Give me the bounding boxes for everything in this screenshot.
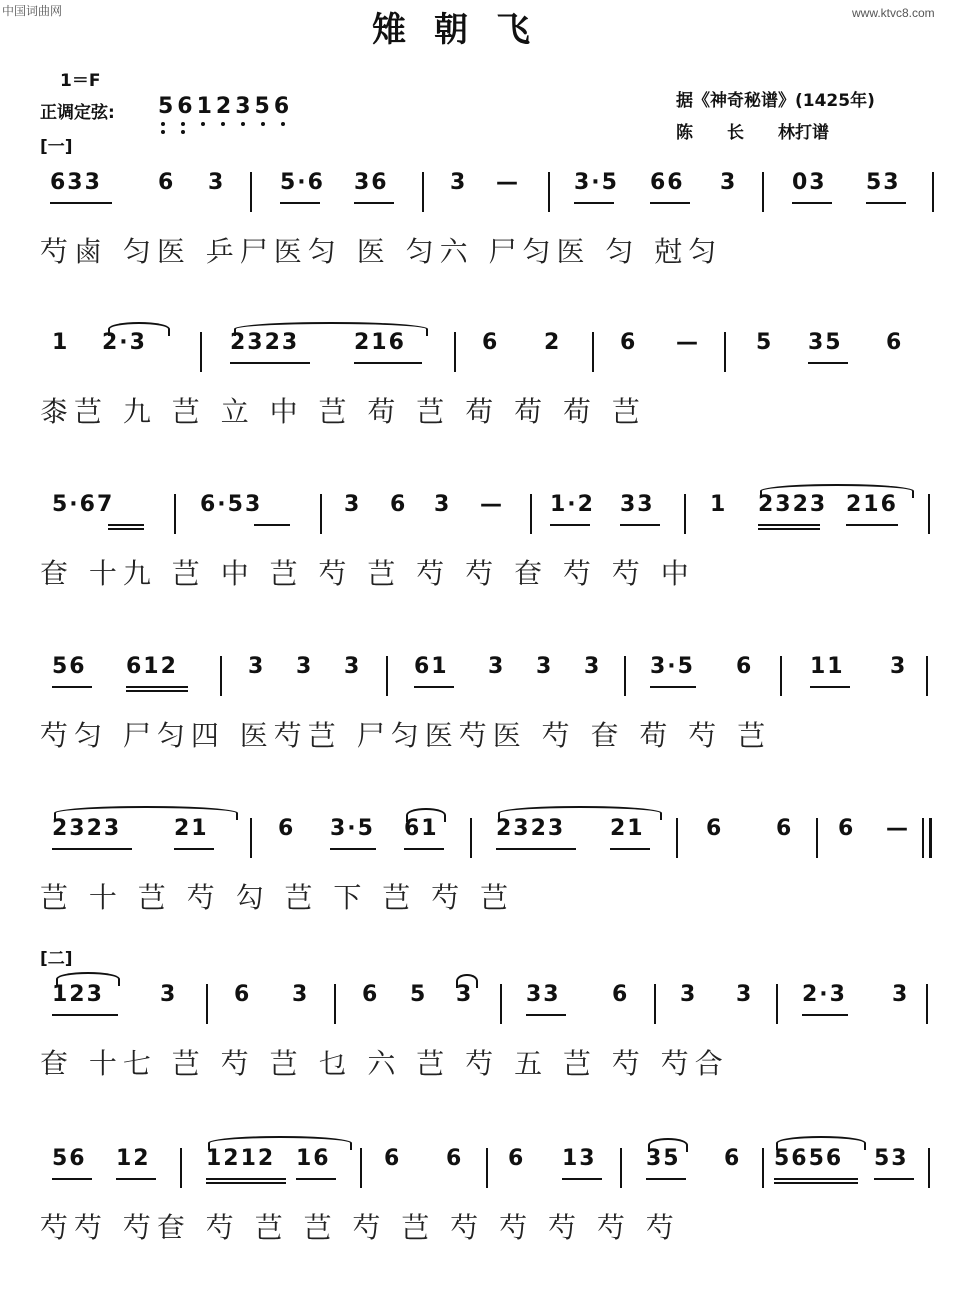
note: 6 — [838, 816, 856, 841]
barline — [320, 494, 322, 534]
barline — [592, 332, 594, 372]
underline — [126, 690, 188, 692]
notation-line — [40, 982, 936, 1028]
note: 123 — [52, 982, 104, 1007]
note: 3 — [160, 982, 178, 1007]
underline — [758, 528, 820, 530]
notation-line — [40, 654, 936, 700]
watermark-right: www.ktvc8.com — [852, 6, 935, 20]
note: 6 — [390, 492, 408, 517]
tuning-label: 正调定弦: — [40, 103, 115, 123]
barline — [174, 494, 176, 534]
underline — [354, 362, 422, 364]
slur — [234, 322, 428, 336]
note: 3 — [450, 170, 468, 195]
low-dot — [241, 122, 245, 126]
note: 61 — [404, 816, 439, 841]
barline — [926, 656, 928, 696]
underline — [562, 1178, 602, 1180]
slur — [406, 808, 446, 822]
note: 5 — [756, 330, 774, 355]
note: 1·2 — [550, 492, 595, 517]
note: 216 — [354, 330, 406, 355]
staff-row-6 — [40, 982, 936, 1132]
notation-line — [40, 330, 936, 376]
underline — [52, 848, 132, 850]
note: 3 — [344, 492, 362, 517]
slur — [108, 322, 170, 336]
underline — [116, 1178, 156, 1180]
barline — [624, 656, 626, 696]
underline — [52, 1014, 118, 1016]
note: 6·53 — [200, 492, 263, 517]
note: 33 — [526, 982, 561, 1007]
slur — [456, 974, 478, 988]
staff-row-4 — [40, 654, 936, 804]
tablature-line: 芍芍 芍奆 芍 芑 芑 芍 芑 芍 芍 芍 芍 芍 — [40, 1211, 680, 1244]
note: 6 — [384, 1146, 402, 1171]
note: 16 — [296, 1146, 331, 1171]
low-dot — [161, 122, 165, 126]
note: 216 — [846, 492, 898, 517]
note: 3 — [584, 654, 602, 679]
underline — [526, 1014, 566, 1016]
barline — [470, 818, 472, 858]
note: 3 — [488, 654, 506, 679]
note: 2·3 — [802, 982, 847, 1007]
barline — [776, 984, 778, 1024]
tablature-line: 奆 十九 芑 中 芑 芍 芑 芍 芍 奆 芍 芍 中 — [40, 557, 695, 590]
note: 3 — [248, 654, 266, 679]
underline — [774, 1182, 858, 1184]
underline — [126, 686, 188, 688]
note: 6 — [446, 1146, 464, 1171]
note: 2323 — [230, 330, 300, 355]
tablature-line: 芑 十 芑 芍 勾 芑 下 芑 芍 芑 — [40, 881, 515, 914]
note: 1 — [710, 492, 728, 517]
note: 6 — [278, 816, 296, 841]
barline — [486, 1148, 488, 1188]
note: 6 — [508, 1146, 526, 1171]
note: 2323 — [496, 816, 566, 841]
underline — [414, 686, 454, 688]
section-two-label: [二] — [40, 949, 73, 969]
barline — [334, 984, 336, 1024]
note: 53 — [866, 170, 901, 195]
note: 3 — [720, 170, 738, 195]
barline — [200, 332, 202, 372]
note: 66 — [650, 170, 685, 195]
barline — [530, 494, 532, 534]
note: — — [480, 492, 504, 517]
underline — [574, 202, 614, 204]
barline — [206, 984, 208, 1024]
underline — [792, 202, 832, 204]
note: 6 — [776, 816, 794, 841]
barline — [500, 984, 502, 1024]
underline — [108, 528, 144, 530]
note: 56 — [52, 654, 87, 679]
barline — [220, 656, 222, 696]
note: 3 — [736, 982, 754, 1007]
note: 6 — [362, 982, 380, 1007]
note: 3·5 — [330, 816, 375, 841]
barline — [422, 172, 424, 212]
tablature-line: 芍匀 尸匀四 医芍芑 尸匀医芍医 芍 奆 苟 芍 芑 — [40, 719, 772, 752]
underline — [404, 848, 444, 850]
key-signature: 1＝F — [60, 71, 101, 91]
underline — [774, 1178, 858, 1180]
barline — [360, 1148, 362, 1188]
barline — [250, 818, 252, 858]
note: 5·67 — [52, 492, 115, 517]
underline — [808, 362, 848, 364]
note: 633 — [50, 170, 102, 195]
tablature-line: 芍鹵 匀医 乒尸医匀 医 匀六 尸匀医 匀 尅匀 — [40, 235, 723, 268]
barline — [548, 172, 550, 212]
note: 3 — [456, 982, 474, 1007]
note: 03 — [792, 170, 827, 195]
note: 35 — [646, 1146, 681, 1171]
note: 6 — [620, 330, 638, 355]
page-title: 雉朝飞 — [372, 10, 558, 50]
low-dot — [181, 130, 185, 134]
note: 612 — [126, 654, 178, 679]
low-dot — [201, 122, 205, 126]
note: 5656 — [774, 1146, 844, 1171]
barline — [928, 1148, 930, 1188]
underline — [650, 686, 696, 688]
note: — — [496, 170, 520, 195]
slur — [760, 484, 914, 498]
low-dot — [161, 130, 165, 134]
note: 33 — [620, 492, 655, 517]
tablature-line: 奆 十七 芑 芍 芑 乜 六 芑 芍 五 芑 芍 芍合 — [40, 1047, 729, 1080]
note: 6 — [706, 816, 724, 841]
note: 6 — [482, 330, 500, 355]
note: 61 — [414, 654, 449, 679]
barline — [676, 818, 678, 858]
underline — [874, 1178, 914, 1180]
underline — [52, 686, 92, 688]
note: 21 — [174, 816, 209, 841]
note: 3 — [680, 982, 698, 1007]
note: 13 — [562, 1146, 597, 1171]
transcriber: 陈 长 林打谱 — [676, 123, 829, 143]
barline — [928, 494, 930, 534]
barline — [620, 1148, 622, 1188]
source-citation: 据《神奇秘谱》(1425年) — [676, 91, 875, 111]
underline — [650, 202, 690, 204]
note: 6 — [612, 982, 630, 1007]
underline — [846, 524, 898, 526]
barline — [386, 656, 388, 696]
staff-row-3 — [40, 492, 936, 642]
watermark-left: 中国词曲网 — [2, 4, 63, 18]
note: 5 — [410, 982, 428, 1007]
barline — [180, 1148, 182, 1188]
note: 56 — [52, 1146, 87, 1171]
barline — [654, 984, 656, 1024]
note: 6 — [724, 1146, 742, 1171]
underline — [174, 848, 214, 850]
note: 53 — [874, 1146, 909, 1171]
note: 36 — [354, 170, 389, 195]
low-dot — [261, 122, 265, 126]
barline — [762, 172, 764, 212]
note: 3·5 — [650, 654, 695, 679]
note: 6 — [234, 982, 252, 1007]
underline — [758, 524, 820, 526]
tablature-line: 桼芑 九 芑 立 中 芑 苟 芑 苟 苟 苟 芑 — [40, 395, 646, 428]
underline — [550, 524, 590, 526]
low-dot — [181, 122, 185, 126]
underline — [254, 524, 290, 526]
notation-line — [40, 170, 936, 216]
note: — — [676, 330, 700, 355]
note: 6 — [886, 330, 904, 355]
barline — [724, 332, 726, 372]
note: 2323 — [52, 816, 122, 841]
note: 1 — [52, 330, 70, 355]
staff-row-1 — [40, 170, 936, 320]
barline — [932, 172, 934, 212]
note: 6 — [736, 654, 754, 679]
barline — [762, 1148, 764, 1188]
underline — [50, 202, 112, 204]
note: 12 — [116, 1146, 151, 1171]
underline — [206, 1182, 286, 1184]
barline — [816, 818, 818, 858]
note: 3·5 — [574, 170, 619, 195]
low-dot — [281, 122, 285, 126]
underline — [646, 1178, 686, 1180]
note: 11 — [810, 654, 845, 679]
notation-line — [40, 1146, 936, 1192]
notation-line — [40, 492, 936, 538]
note: 3 — [890, 654, 908, 679]
note: 2·3 — [102, 330, 147, 355]
underline — [108, 524, 144, 526]
note: 3 — [536, 654, 554, 679]
note: 5·6 — [280, 170, 325, 195]
barline — [684, 494, 686, 534]
note: 3 — [434, 492, 452, 517]
underline — [230, 362, 310, 364]
underline — [296, 1178, 336, 1180]
barline — [454, 332, 456, 372]
underline — [802, 1014, 848, 1016]
note: 1212 — [206, 1146, 276, 1171]
note: 3 — [344, 654, 362, 679]
barline — [926, 984, 928, 1024]
section-one-label: [一] — [40, 137, 73, 157]
underline — [206, 1178, 286, 1180]
note: 3 — [892, 982, 910, 1007]
underline — [52, 1178, 92, 1180]
note: 3 — [292, 982, 310, 1007]
underline — [330, 848, 376, 850]
staff-row-5 — [40, 816, 936, 966]
note: 3 — [296, 654, 314, 679]
note: 35 — [808, 330, 843, 355]
barline — [780, 656, 782, 696]
tuning-notes: 5612356 — [158, 94, 294, 119]
note: 2323 — [758, 492, 828, 517]
note: 2 — [544, 330, 562, 355]
underline — [620, 524, 660, 526]
underline — [610, 848, 650, 850]
underline — [810, 686, 850, 688]
low-dot — [221, 122, 225, 126]
underline — [354, 202, 394, 204]
staff-row-2 — [40, 330, 936, 480]
underline — [866, 202, 906, 204]
barline — [250, 172, 252, 212]
final-barline — [922, 818, 932, 858]
underline — [280, 202, 320, 204]
note: 21 — [610, 816, 645, 841]
note: 6 — [158, 170, 176, 195]
notation-line — [40, 816, 936, 862]
note: — — [886, 816, 910, 841]
note: 3 — [208, 170, 226, 195]
underline — [496, 848, 576, 850]
